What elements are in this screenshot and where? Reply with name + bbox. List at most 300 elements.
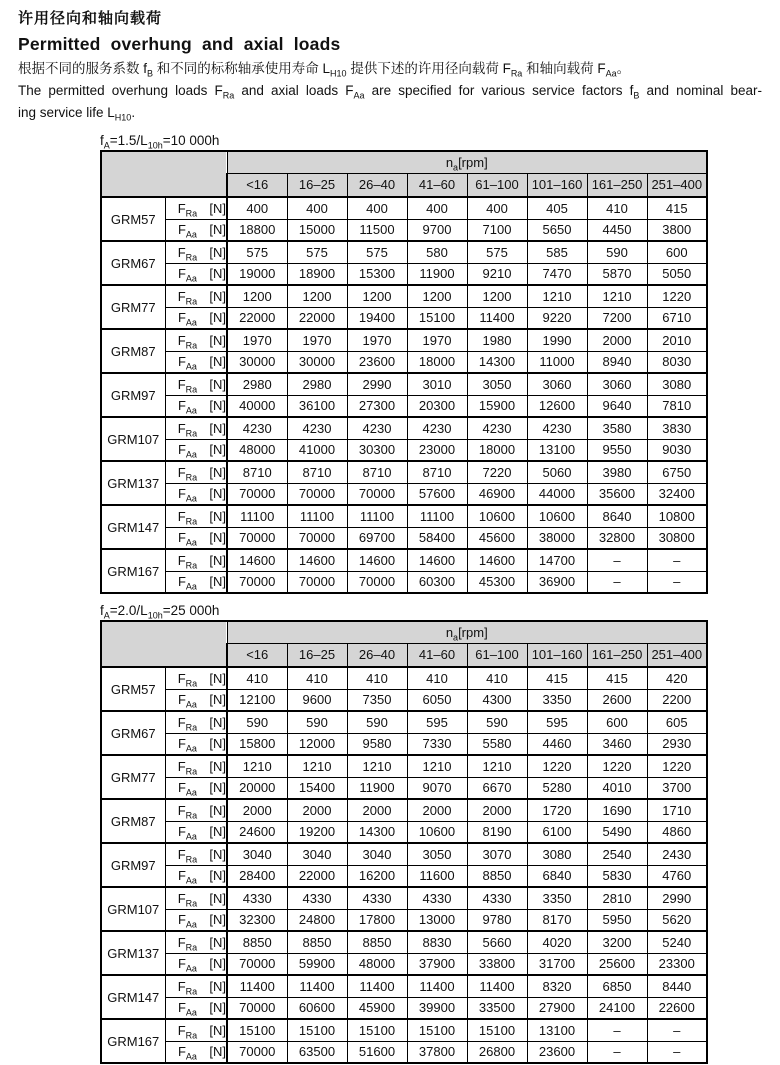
load-value-cell: 595 bbox=[527, 711, 587, 733]
force-label-cell bbox=[165, 351, 227, 373]
force-symbol bbox=[177, 574, 197, 592]
model-cell: GRM107 bbox=[101, 417, 165, 461]
force-label-cell bbox=[165, 887, 227, 909]
load-row-faa bbox=[101, 219, 707, 241]
force-label-cell bbox=[165, 439, 227, 461]
speed-range-header: 161–250 bbox=[587, 643, 647, 667]
intro-paragraph-en-line1 bbox=[18, 80, 762, 102]
text-run: F bbox=[177, 508, 186, 524]
load-value-cell: 14300 bbox=[467, 351, 527, 373]
subscript: Aa bbox=[185, 449, 197, 460]
load-value-cell: 35600 bbox=[587, 483, 647, 505]
unit-label: [N] bbox=[209, 670, 226, 686]
force-label-cell bbox=[165, 821, 227, 843]
load-value-cell: 9030 bbox=[647, 439, 707, 461]
load-value-cell: 70000 bbox=[227, 953, 287, 975]
load-value-cell: 3830 bbox=[647, 417, 707, 439]
text-run: =2.0/L bbox=[109, 603, 148, 618]
load-value-cell: 9640 bbox=[587, 395, 647, 417]
subscript: a bbox=[453, 632, 459, 643]
text-run: 。 bbox=[616, 61, 631, 76]
force-label-cell bbox=[165, 373, 227, 395]
load-row-faa bbox=[101, 571, 707, 593]
load-value-cell: 575 bbox=[287, 241, 347, 263]
subscript: Aa bbox=[185, 1007, 197, 1018]
load-value-cell: 14600 bbox=[227, 549, 287, 571]
load-value-cell: 24100 bbox=[587, 997, 647, 1019]
load-value-cell: 5580 bbox=[467, 733, 527, 755]
text-run: F bbox=[177, 288, 186, 304]
load-value-cell: 23300 bbox=[647, 953, 707, 975]
load-value-cell: 70000 bbox=[287, 527, 347, 549]
load-value-cell: 22000 bbox=[227, 307, 287, 329]
subscript: Ra bbox=[185, 560, 198, 571]
load-row-fra bbox=[101, 843, 707, 865]
text-run: f bbox=[100, 133, 104, 148]
load-value-cell: 8190 bbox=[467, 821, 527, 843]
load-value-cell: 11100 bbox=[407, 505, 467, 527]
load-value-cell: 7200 bbox=[587, 307, 647, 329]
load-value-cell: 6710 bbox=[647, 307, 707, 329]
load-value-cell: 70000 bbox=[287, 571, 347, 593]
load-value-cell: 2930 bbox=[647, 733, 707, 755]
unit-label: [N] bbox=[209, 802, 226, 818]
subscript: Aa bbox=[185, 273, 197, 284]
load-value-cell: 19400 bbox=[347, 307, 407, 329]
subscript: 10h bbox=[147, 140, 163, 151]
text-run: F bbox=[177, 420, 186, 436]
text-run: [rpm] bbox=[458, 624, 488, 640]
load-value-cell: 7350 bbox=[347, 689, 407, 711]
load-value-cell: 10600 bbox=[407, 821, 467, 843]
text-run: F bbox=[177, 222, 186, 238]
load-value-cell: 7470 bbox=[527, 263, 587, 285]
subscript: Ra bbox=[185, 854, 198, 865]
force-symbol bbox=[177, 266, 197, 284]
force-label-cell bbox=[165, 667, 227, 689]
text-run: =25 000h bbox=[162, 603, 220, 618]
load-value-cell: 6750 bbox=[647, 461, 707, 483]
load-value-cell: 7330 bbox=[407, 733, 467, 755]
model-cell: GRM147 bbox=[101, 975, 165, 1019]
subscript: Aa bbox=[185, 493, 197, 504]
load-value-cell: 7100 bbox=[467, 219, 527, 241]
load-value-cell: 1220 bbox=[647, 285, 707, 307]
subscript: Ra bbox=[185, 296, 198, 307]
load-value-cell: 5240 bbox=[647, 931, 707, 953]
load-value-cell: 1210 bbox=[527, 285, 587, 307]
load-row-fra bbox=[101, 975, 707, 997]
load-value-cell: 16200 bbox=[347, 865, 407, 887]
subscript: Aa bbox=[185, 405, 197, 416]
model-cell: GRM57 bbox=[101, 667, 165, 711]
unit-label: [N] bbox=[209, 1022, 226, 1038]
load-row-faa bbox=[101, 733, 707, 755]
load-value-cell: 1990 bbox=[527, 329, 587, 351]
force-symbol bbox=[177, 530, 197, 548]
force-label-cell bbox=[165, 483, 227, 505]
load-row-fra bbox=[101, 285, 707, 307]
intro-paragraph-zh bbox=[18, 58, 762, 80]
load-value-cell: 15100 bbox=[407, 307, 467, 329]
force-label-cell bbox=[165, 711, 227, 733]
load-row-fra bbox=[101, 241, 707, 263]
load-value-cell: 1710 bbox=[647, 799, 707, 821]
load-value-cell: 4230 bbox=[347, 417, 407, 439]
unit-label: [N] bbox=[209, 486, 226, 502]
load-value-cell: 2430 bbox=[647, 843, 707, 865]
load-value-cell: 46900 bbox=[467, 483, 527, 505]
load-value-cell: 7220 bbox=[467, 461, 527, 483]
load-value-cell: 600 bbox=[587, 711, 647, 733]
load-value-cell: 27900 bbox=[527, 997, 587, 1019]
subscript: B bbox=[633, 90, 640, 101]
load-value-cell: 36100 bbox=[287, 395, 347, 417]
unit-label: [N] bbox=[209, 508, 226, 524]
load-value-cell: 1220 bbox=[527, 755, 587, 777]
load-value-cell: 5660 bbox=[467, 931, 527, 953]
force-label-cell bbox=[165, 285, 227, 307]
load-value-cell: 15100 bbox=[227, 1019, 287, 1041]
text-run: F bbox=[177, 398, 186, 414]
load-value-cell: 1210 bbox=[287, 755, 347, 777]
load-value-cell: 575 bbox=[467, 241, 527, 263]
load-value-cell: 590 bbox=[347, 711, 407, 733]
load-value-cell: – bbox=[647, 1019, 707, 1041]
text-run: F bbox=[177, 846, 186, 862]
load-value-cell: 8940 bbox=[587, 351, 647, 373]
text-run: F bbox=[177, 978, 186, 994]
subscript: Ra bbox=[510, 68, 523, 79]
load-row-fra bbox=[101, 799, 707, 821]
force-label-cell bbox=[165, 505, 227, 527]
text-run: are specified for various service factors f bbox=[364, 83, 634, 98]
subscript: A bbox=[103, 610, 110, 621]
text-run: F bbox=[177, 310, 186, 326]
load-value-cell: 8320 bbox=[527, 975, 587, 997]
load-value-cell: 2980 bbox=[287, 373, 347, 395]
speed-range-header: 41–60 bbox=[407, 643, 467, 667]
corner-cell bbox=[101, 151, 227, 197]
load-value-cell: 410 bbox=[467, 667, 527, 689]
load-value-cell: 2000 bbox=[587, 329, 647, 351]
load-value-cell: 8170 bbox=[527, 909, 587, 931]
load-value-cell: 11400 bbox=[287, 975, 347, 997]
load-value-cell: 1970 bbox=[227, 329, 287, 351]
table1-body bbox=[101, 197, 707, 593]
text-run: F bbox=[177, 376, 186, 392]
force-symbol bbox=[177, 420, 198, 439]
load-row-faa bbox=[101, 483, 707, 505]
force-label-cell bbox=[165, 197, 227, 219]
load-value-cell: 2000 bbox=[407, 799, 467, 821]
force-symbol bbox=[177, 956, 197, 974]
speed-range-header: 61–100 bbox=[467, 643, 527, 667]
load-value-cell: 6050 bbox=[407, 689, 467, 711]
unit-label: [N] bbox=[209, 420, 226, 436]
force-symbol bbox=[177, 802, 198, 821]
load-value-cell: 15100 bbox=[467, 1019, 527, 1041]
load-value-cell: 2540 bbox=[587, 843, 647, 865]
load-value-cell: 40000 bbox=[227, 395, 287, 417]
subscript: Ra bbox=[185, 208, 198, 219]
subscript: Ra bbox=[185, 516, 198, 527]
unit-label: [N] bbox=[209, 442, 226, 458]
load-value-cell: 405 bbox=[527, 197, 587, 219]
force-symbol bbox=[177, 200, 198, 219]
force-label-cell bbox=[165, 219, 227, 241]
load-value-cell: 4230 bbox=[407, 417, 467, 439]
load-row-fra bbox=[101, 373, 707, 395]
load-value-cell: 11400 bbox=[467, 975, 527, 997]
text-run: F bbox=[177, 266, 186, 282]
load-value-cell: 11400 bbox=[347, 975, 407, 997]
text-run: and axial loads F bbox=[234, 83, 354, 98]
subscript: Aa bbox=[185, 919, 197, 930]
force-label-cell bbox=[165, 997, 227, 1019]
text-run: F bbox=[177, 332, 186, 348]
load-value-cell: 7810 bbox=[647, 395, 707, 417]
load-value-cell: 25600 bbox=[587, 953, 647, 975]
load-value-cell: 410 bbox=[407, 667, 467, 689]
speed-range-header: 161–250 bbox=[587, 173, 647, 197]
load-value-cell: 8710 bbox=[287, 461, 347, 483]
force-label-cell bbox=[165, 799, 227, 821]
intro-paragraph-en-line2 bbox=[18, 102, 762, 124]
force-symbol bbox=[177, 486, 197, 504]
subscript: Ra bbox=[185, 252, 198, 263]
load-value-cell: 69700 bbox=[347, 527, 407, 549]
force-symbol bbox=[177, 868, 197, 886]
subscript: Ra bbox=[185, 810, 198, 821]
model-cell: GRM137 bbox=[101, 461, 165, 505]
unit-label: [N] bbox=[209, 956, 226, 972]
load-value-cell: 3580 bbox=[587, 417, 647, 439]
subscript: Ra bbox=[185, 942, 198, 953]
force-symbol bbox=[177, 1000, 197, 1018]
text-run: 和不同的标称轴承使用寿命 L bbox=[153, 61, 331, 76]
force-symbol bbox=[177, 824, 197, 842]
load-value-cell: 4330 bbox=[287, 887, 347, 909]
speed-range-header: 251–400 bbox=[647, 643, 707, 667]
load-value-cell: 31700 bbox=[527, 953, 587, 975]
load-value-cell: 11500 bbox=[347, 219, 407, 241]
load-value-cell: 410 bbox=[587, 197, 647, 219]
load-value-cell: 13100 bbox=[527, 1019, 587, 1041]
load-value-cell: 24600 bbox=[227, 821, 287, 843]
load-row-fra bbox=[101, 461, 707, 483]
load-value-cell: 400 bbox=[467, 197, 527, 219]
unit-label: [N] bbox=[209, 934, 226, 950]
load-value-cell: 410 bbox=[287, 667, 347, 689]
force-label-cell bbox=[165, 549, 227, 571]
text-run: n bbox=[445, 154, 454, 170]
load-value-cell: 590 bbox=[227, 711, 287, 733]
load-row-faa bbox=[101, 777, 707, 799]
text-run: [rpm] bbox=[458, 154, 488, 170]
force-symbol bbox=[177, 714, 198, 733]
load-value-cell: 14300 bbox=[347, 821, 407, 843]
model-cell: GRM167 bbox=[101, 549, 165, 593]
unit-label: [N] bbox=[209, 1044, 226, 1060]
subscript: Aa bbox=[185, 875, 197, 886]
load-value-cell: 3350 bbox=[527, 689, 587, 711]
load-value-cell: 37900 bbox=[407, 953, 467, 975]
load-value-cell: 15400 bbox=[287, 777, 347, 799]
load-value-cell: 45900 bbox=[347, 997, 407, 1019]
speed-range-header: 26–40 bbox=[347, 173, 407, 197]
load-value-cell: 9780 bbox=[467, 909, 527, 931]
force-symbol bbox=[177, 288, 198, 307]
unit-label: [N] bbox=[209, 912, 226, 928]
load-value-cell: 8640 bbox=[587, 505, 647, 527]
load-value-cell: 9600 bbox=[287, 689, 347, 711]
load-value-cell: 32300 bbox=[227, 909, 287, 931]
load-row-faa bbox=[101, 689, 707, 711]
load-value-cell: 400 bbox=[407, 197, 467, 219]
load-value-cell: 19000 bbox=[227, 263, 287, 285]
load-value-cell: 410 bbox=[227, 667, 287, 689]
model-cell: GRM67 bbox=[101, 241, 165, 285]
load-value-cell: 70000 bbox=[227, 483, 287, 505]
load-value-cell: 14600 bbox=[467, 549, 527, 571]
load-value-cell: 30000 bbox=[227, 351, 287, 373]
force-symbol bbox=[177, 670, 198, 689]
load-value-cell: 590 bbox=[287, 711, 347, 733]
text-run: F bbox=[177, 442, 186, 458]
load-value-cell: 1970 bbox=[407, 329, 467, 351]
load-value-cell: 12000 bbox=[287, 733, 347, 755]
load-row-fra bbox=[101, 197, 707, 219]
load-value-cell: 5620 bbox=[647, 909, 707, 931]
load-value-cell: – bbox=[587, 1041, 647, 1063]
load-value-cell: 26800 bbox=[467, 1041, 527, 1063]
model-cell: GRM77 bbox=[101, 755, 165, 799]
load-value-cell: 38000 bbox=[527, 527, 587, 549]
load-value-cell: 11600 bbox=[407, 865, 467, 887]
na-header-row bbox=[101, 151, 707, 173]
load-value-cell: 3800 bbox=[647, 219, 707, 241]
text-run: F bbox=[177, 890, 186, 906]
load-value-cell: 14600 bbox=[347, 549, 407, 571]
load-value-cell: 18900 bbox=[287, 263, 347, 285]
text-run: . bbox=[131, 105, 136, 120]
load-value-cell: 11100 bbox=[287, 505, 347, 527]
text-run: F bbox=[177, 1044, 186, 1060]
unit-label: [N] bbox=[209, 398, 226, 414]
text-run: The permitted overhung loads F bbox=[18, 83, 223, 98]
force-symbol bbox=[177, 978, 198, 997]
load-value-cell: 2010 bbox=[647, 329, 707, 351]
load-value-cell: 70000 bbox=[227, 527, 287, 549]
load-value-cell: 590 bbox=[467, 711, 527, 733]
text-run: F bbox=[177, 1022, 186, 1038]
load-value-cell: 9580 bbox=[347, 733, 407, 755]
load-value-cell: 23000 bbox=[407, 439, 467, 461]
load-value-cell: 415 bbox=[527, 667, 587, 689]
model-cell: GRM97 bbox=[101, 843, 165, 887]
text-run: F bbox=[177, 574, 186, 590]
text-run: F bbox=[177, 868, 186, 884]
unit-label: [N] bbox=[209, 200, 226, 216]
load-value-cell: 12100 bbox=[227, 689, 287, 711]
load-value-cell: 9550 bbox=[587, 439, 647, 461]
load-value-cell: 4760 bbox=[647, 865, 707, 887]
load-value-cell: 51600 bbox=[347, 1041, 407, 1063]
load-value-cell: 8850 bbox=[467, 865, 527, 887]
load-value-cell: 4010 bbox=[587, 777, 647, 799]
load-value-cell: 10800 bbox=[647, 505, 707, 527]
load-value-cell: – bbox=[647, 549, 707, 571]
subscript: Ra bbox=[185, 722, 198, 733]
unit-label: [N] bbox=[209, 376, 226, 392]
speed-unit-header bbox=[227, 151, 707, 173]
load-value-cell: 1690 bbox=[587, 799, 647, 821]
load-value-cell: 45600 bbox=[467, 527, 527, 549]
load-value-cell: 59900 bbox=[287, 953, 347, 975]
load-value-cell: 10600 bbox=[527, 505, 587, 527]
unit-label: [N] bbox=[209, 714, 226, 730]
load-value-cell: 48000 bbox=[227, 439, 287, 461]
subscript: Ra bbox=[185, 340, 198, 351]
load-value-cell: 2990 bbox=[647, 887, 707, 909]
load-value-cell: 60300 bbox=[407, 571, 467, 593]
text-run: F bbox=[177, 464, 186, 480]
load-value-cell: 400 bbox=[287, 197, 347, 219]
speed-range-header: <16 bbox=[227, 643, 287, 667]
load-value-cell: 27300 bbox=[347, 395, 407, 417]
unit-label: [N] bbox=[209, 244, 226, 260]
load-table-section-1 bbox=[18, 132, 762, 594]
load-row-fra bbox=[101, 1019, 707, 1041]
force-label-cell bbox=[165, 417, 227, 439]
load-value-cell: 420 bbox=[647, 667, 707, 689]
load-value-cell: 400 bbox=[227, 197, 287, 219]
load-value-cell: 1210 bbox=[227, 755, 287, 777]
load-value-cell: 48000 bbox=[347, 953, 407, 975]
load-value-cell: 8850 bbox=[347, 931, 407, 953]
load-value-cell: 63500 bbox=[287, 1041, 347, 1063]
text-run: F bbox=[177, 736, 186, 752]
subscript: Aa bbox=[185, 537, 197, 548]
load-value-cell: 1980 bbox=[467, 329, 527, 351]
text-run: F bbox=[177, 956, 186, 972]
load-value-cell: 3350 bbox=[527, 887, 587, 909]
text-run: F bbox=[177, 354, 186, 370]
load-value-cell: 1970 bbox=[347, 329, 407, 351]
load-value-cell: 8830 bbox=[407, 931, 467, 953]
speed-range-header: 41–60 bbox=[407, 173, 467, 197]
load-value-cell: 15800 bbox=[227, 733, 287, 755]
text-run: F bbox=[177, 692, 186, 708]
load-value-cell: 8850 bbox=[287, 931, 347, 953]
force-label-cell bbox=[165, 1019, 227, 1041]
subscript: Aa bbox=[185, 1051, 197, 1062]
unit-label: [N] bbox=[209, 574, 226, 590]
load-value-cell: – bbox=[587, 549, 647, 571]
load-value-cell: 5830 bbox=[587, 865, 647, 887]
load-value-cell: 39900 bbox=[407, 997, 467, 1019]
load-value-cell: 3080 bbox=[647, 373, 707, 395]
load-value-cell: 22600 bbox=[647, 997, 707, 1019]
subscript: Ra bbox=[185, 766, 198, 777]
load-value-cell: 2980 bbox=[227, 373, 287, 395]
load-value-cell: 2000 bbox=[227, 799, 287, 821]
model-cell: GRM57 bbox=[101, 197, 165, 241]
load-value-cell: 10600 bbox=[467, 505, 527, 527]
force-label-cell bbox=[165, 1041, 227, 1063]
model-cell: GRM97 bbox=[101, 373, 165, 417]
